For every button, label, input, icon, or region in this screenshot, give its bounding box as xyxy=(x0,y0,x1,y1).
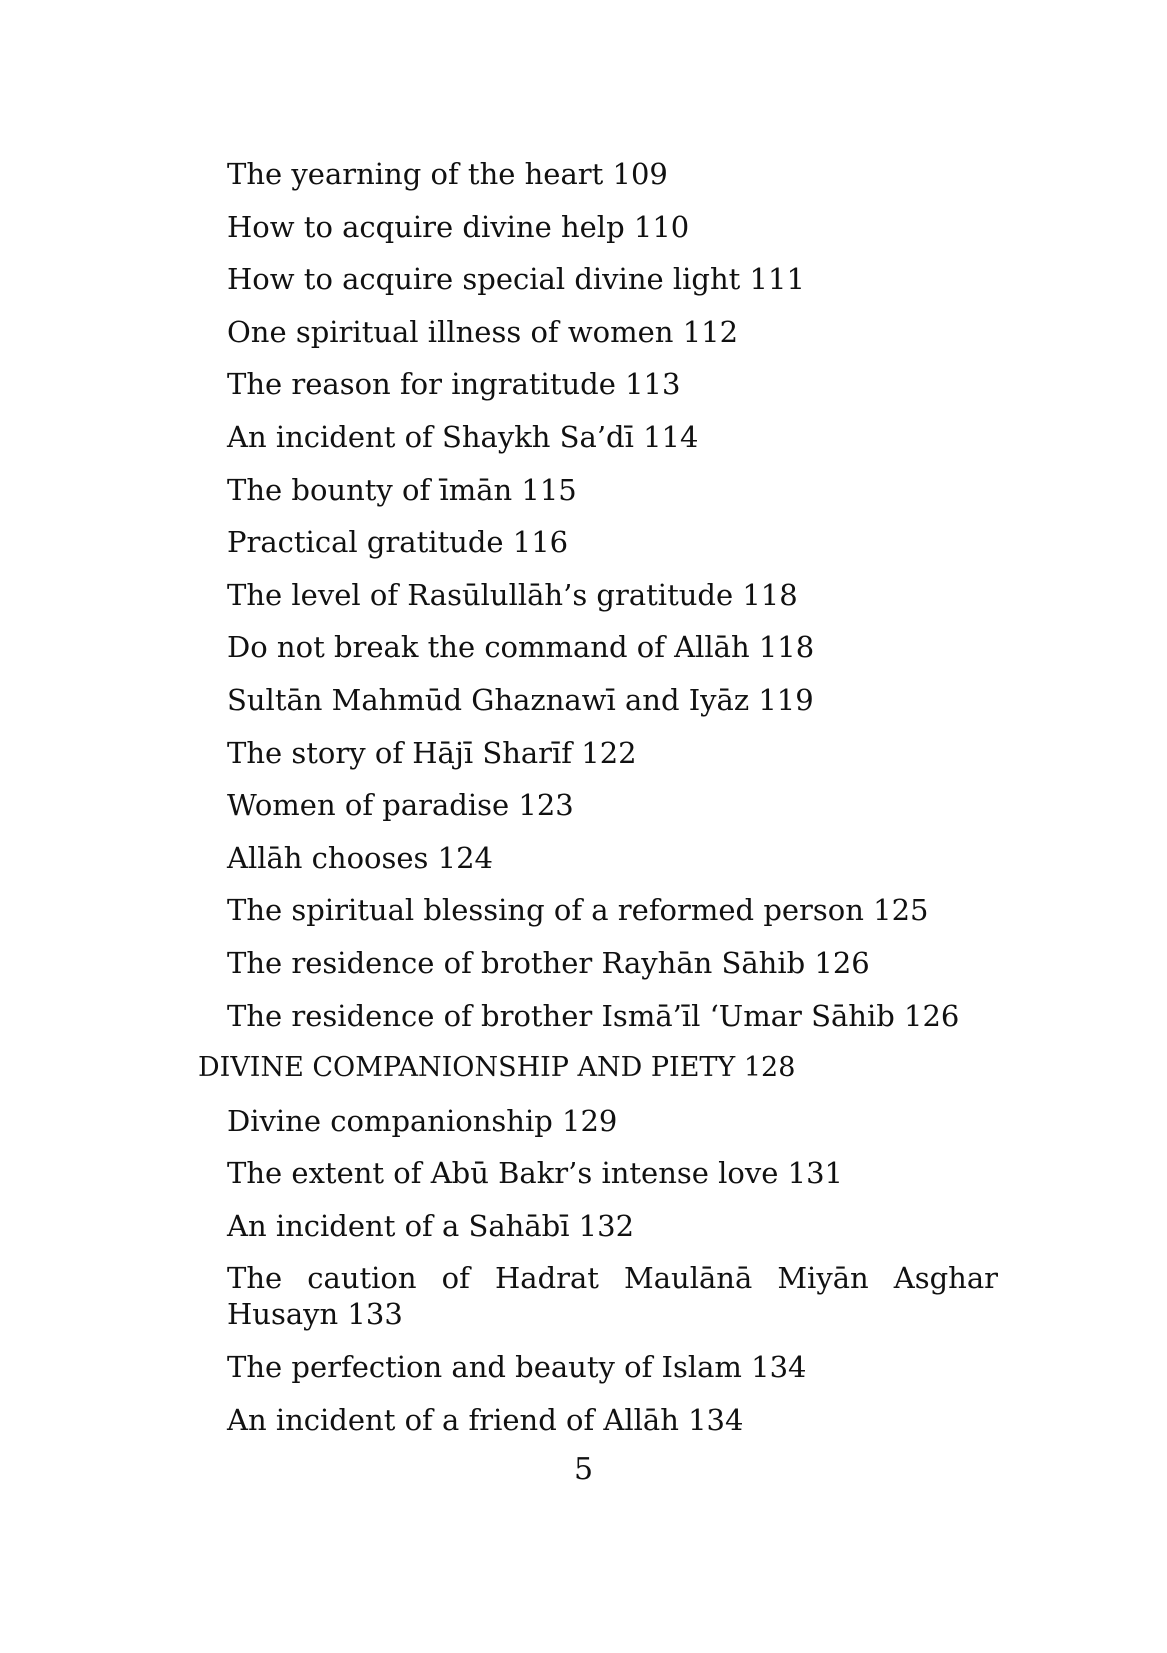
toc-entry: The yearning of the heart 109 xyxy=(227,157,668,191)
toc-entry: The perfection and beauty of Islam 134 xyxy=(227,1350,807,1385)
toc-entry: The reason for ingratitude 113 xyxy=(227,367,681,402)
toc-entry: How to acquire divine help 110 xyxy=(227,209,690,244)
toc-entry: Practical gratitude 116 xyxy=(227,525,569,560)
toc-entry: The level of Rasūlullāh’s gratitude 118 xyxy=(227,577,798,612)
table-of-contents xyxy=(198,156,998,1454)
toc-entry: One spiritual illness of women 112 xyxy=(227,314,739,349)
toc-entry: The spiritual blessing of a reformed person 125 xyxy=(227,893,929,928)
toc-entry: An incident of Shaykh Sa’dī 114 xyxy=(227,419,699,454)
page-number: 5 xyxy=(573,1452,594,1487)
toc-section-heading: DIVINE COMPANIONSHIP AND PIETY 128 xyxy=(198,1052,796,1084)
toc-entry: Do not break the command of Allāh 118 xyxy=(227,630,815,665)
toc-entry: Divine companionship 129 xyxy=(227,1103,618,1138)
toc-entry: An incident of a friend of Allāh 134 xyxy=(227,1402,744,1437)
toc-entry: The residence of brother Rayhān Sāhib 126 xyxy=(227,945,870,980)
toc-entry: The extent of Abū Bakr’s intense love 131 xyxy=(227,1156,844,1191)
toc-entry: How to acquire special divine light 111 xyxy=(227,262,805,297)
toc-entry: The story of Hājī Sharīf 122 xyxy=(227,735,637,770)
toc-entry: Sultān Mahmūd Ghaznawī and Iyāz 119 xyxy=(227,682,814,717)
toc-entry: Allāh chooses 124 xyxy=(227,840,494,875)
toc-entry: Women of paradise 123 xyxy=(227,788,574,823)
toc-entry: The residence of brother Ismā’īl ‘Umar Sāhib 126 xyxy=(227,998,960,1033)
toc-entry: An incident of a Sahābī 132 xyxy=(227,1208,635,1243)
toc-entry: The caution of Hadrat Maulānā Miyān Asghar Husayn 133 xyxy=(227,1261,998,1332)
toc-entry: The bounty of īmān 115 xyxy=(227,472,577,507)
